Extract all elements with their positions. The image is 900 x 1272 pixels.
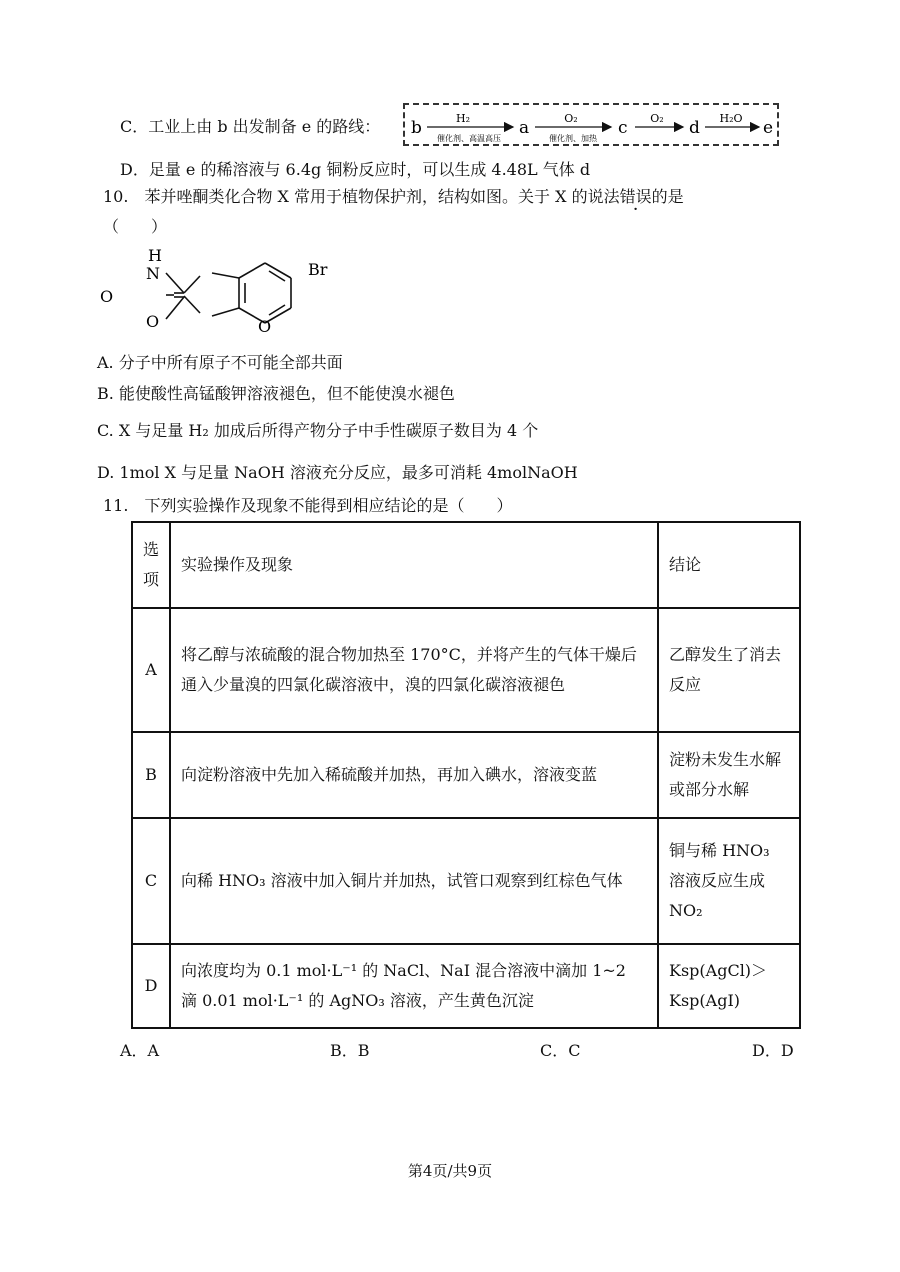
row-d-option: D: [132, 944, 170, 1028]
table-row: [132, 818, 800, 944]
experiment-table: [131, 521, 801, 1029]
label-br: Br: [308, 260, 328, 279]
label-o-aldehyde: O: [258, 317, 272, 336]
row-b-operation: 向淀粉溶液中先加入稀硫酸并加热，再加入碘水，溶液变蓝: [170, 732, 658, 818]
q10-option-d: D. 1mol X 与足量 NaOH 溶液充分反应，最多可消耗 4molNaOH: [97, 463, 578, 482]
route-reagent-1: H₂: [455, 112, 471, 125]
synthesis-route-diagram: [405, 105, 781, 148]
molecule-side-chain: [90, 245, 350, 345]
route-species-c: c: [618, 118, 628, 138]
q11-stem: 11. 下列实验操作及现象不能得到相应结论的是（ ）: [103, 496, 513, 515]
label-n: N: [146, 264, 160, 283]
row-c-operation: 向稀 HNO₃ 溶液中加入铜片并加热，试管口观察到红棕色气体: [170, 818, 658, 944]
label-o-carbonyl: O: [100, 287, 114, 306]
page-footer: 第4页/共9页: [407, 1162, 493, 1180]
table-row: [132, 608, 800, 732]
row-a-conclusion: 乙醇发生了消去反应: [658, 608, 800, 732]
route-condition-2: 催化剂、加热: [549, 134, 597, 143]
row-d-conclusion: Ksp(AgCl)＞Ksp(AgI): [658, 944, 800, 1028]
choice-b: B．B: [330, 1041, 370, 1060]
choice-c: C．C: [540, 1041, 581, 1060]
label-h: H: [148, 246, 162, 265]
route-reagent-3: O₂: [650, 112, 664, 125]
route-species-d: d: [689, 118, 700, 138]
label-o-ring: O: [146, 312, 160, 331]
synthesis-route-box: [403, 103, 779, 146]
table-header-row: [132, 522, 800, 608]
q10-option-b: B. 能使酸性高锰酸钾溶液褪色，但不能使溴水褪色: [97, 384, 455, 403]
q10-stem-end: 的是: [651, 187, 684, 206]
row-d-operation: 向浓度均为 0.1 mol·L⁻¹ 的 NaCl、NaI 混合溶液中滴加 1~2 滴 0.01 mol·L⁻¹ 的 AgNO₃ 溶液，产生黄色沉淀: [170, 944, 658, 1028]
q10-option-c: C. X 与足量 H₂ 加成后所得产物分子中手性碳原子数目为 4 个: [97, 421, 539, 440]
choice-a: A．A: [120, 1041, 160, 1060]
row-a-option: A: [132, 608, 170, 732]
header-operation: 实验操作及现象: [170, 522, 658, 608]
row-c-conclusion: 铜与稀 HNO₃ 溶液反应生成 NO₂: [658, 818, 800, 944]
route-condition-1: 催化剂、高温高压: [437, 134, 501, 143]
table-row: [132, 732, 800, 818]
q10-stem-emphasis: 错误: [619, 187, 652, 206]
header-conclusion: 结论: [658, 522, 800, 608]
q10-stem: [103, 184, 684, 207]
choice-d: D．D: [752, 1041, 794, 1060]
q10-paren: （ ）: [103, 217, 168, 236]
row-a-operation: 将乙醇与浓硫酸的混合物加热至 170°C，并将产生的气体干燥后通入少量溴的四氯化碳溶液中，溴的四氯化碳溶液褪色: [170, 608, 658, 732]
q9-option-d: D．足量 e 的稀溶液与 6.4g 铜粉反应时，可以生成 4.48L 气体 d: [120, 160, 591, 179]
row-b-option: B: [132, 732, 170, 818]
row-b-conclusion: 淀粉未发生水解或部分水解: [658, 732, 800, 818]
route-reagent-4: H₂O: [719, 112, 743, 125]
q10-option-a: A. 分子中所有原子不可能全部共面: [97, 353, 343, 372]
route-species-b: b: [411, 118, 422, 138]
row-c-option: C: [132, 818, 170, 944]
header-option: 选项: [132, 522, 170, 608]
q10-stem-main: 10. 苯并唑酮类化合物 X 常用于植物保护剂，结构如图。关于 X 的说法: [103, 187, 620, 206]
q9-option-c: C．工业上由 b 出发制备 e 的路线：: [120, 117, 381, 136]
route-species-a: a: [519, 118, 530, 138]
table-row: [132, 944, 800, 1028]
route-reagent-2: O₂: [564, 112, 578, 125]
route-species-e: e: [763, 118, 774, 138]
